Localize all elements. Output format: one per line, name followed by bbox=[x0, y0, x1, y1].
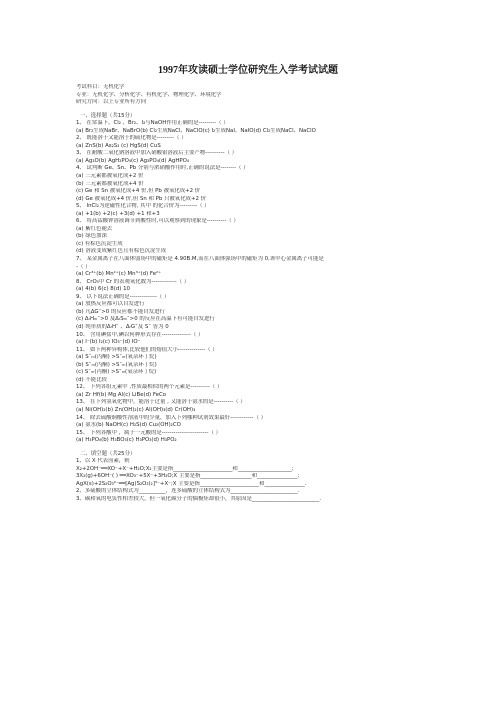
question-line: (a) I⁻(b) I₂(c) IO₃⁻(d) IO⁻ bbox=[76, 339, 141, 346]
question-line: (a) ZnS(b) As₂S₃ (c) HgS(d) CuS bbox=[76, 142, 161, 149]
question-line: 15、 下列各酸中 ，属于一元酸的是------------------------（ ） bbox=[76, 429, 221, 436]
question-line: AgX(s)+2S₂O₃²⁻══[Ag(S₂O₃)₂]³⁻+X⁻;X 主要是指______________________和_______________. bbox=[76, 480, 307, 487]
question-line: (a) H₃PO₄(b) H₃BO₃(c) H₃PO₃(d) H₃PO₂ bbox=[76, 437, 177, 444]
exam-title: 1997年攻读硕士学位研究生入学考试试题 bbox=[158, 65, 338, 76]
question-line: 2、 既能溶于又能溶于的硫化物是---------（ ） bbox=[76, 135, 187, 142]
document-body bbox=[76, 84, 476, 504]
question-line: (c) ΔᵣHₘ˚>0 及ΔᵣSₘ˚>0 的反应在高温下有可能自发进行 bbox=[76, 316, 215, 323]
question-line: 3X₂(g)+6OH⁻( ) ══XO₃⁻+5X⁻+3H₂O;X 主要是指___________________和_______________; bbox=[76, 473, 300, 480]
question-line: 2、多硫酸的立体结构式为__________，连多硫酸的立体结构式为_________________________. bbox=[76, 488, 300, 495]
question-line: (b) 三元素都被氧化成+4 价 bbox=[76, 180, 144, 187]
fill-questions bbox=[76, 458, 476, 503]
question-line: (a) Ag₂O(b) AgH₂PO₄(c) Ag₃PO₄(d) AgHPO₄ bbox=[76, 157, 190, 164]
question-line: (a) Ni(OH)₂(b) Zn(OH)₂(c) Al(OH)₃(d) Cr(OH)₃ bbox=[76, 406, 196, 413]
question-line: 4、 试判断 Ge、Sn、Pb 分别与浓硝酸作用时,正确的说法是--------（ ） bbox=[76, 165, 249, 172]
question-line: (a) Br₂生成NaBr、NaBrO(b) Cl₂生成NaCl、NaClO(c) I₂生成NaI、NaIO(d) Cl₂生成NaCl、NaClO bbox=[76, 127, 316, 134]
question-line: (a) 放热反应都可以自发进行 bbox=[76, 301, 145, 308]
question-line: (a) S˚ₘ(丙酮) >S˚ₘ(氧杂环丁烷) bbox=[76, 354, 157, 361]
question-line: (d) 溶液变成紫红色且有棕色沉淀生成 bbox=[76, 248, 167, 255]
question-line: (a) 氨水(b) NaOH(c) H₂S(d) Cu₂(OH)₂CO bbox=[76, 422, 181, 429]
question-line: (d) Ge 被氧化成+4 价,但 Sn 和 Pb 只被氧化成+2 价 bbox=[76, 195, 207, 202]
question-line: (c) 有棕色沉淀生成 bbox=[76, 240, 123, 247]
question-line: (a) +1(b) +2(c) +3(d) +1 和+3 bbox=[76, 210, 160, 217]
question-line: 1、 在常温下，Cl₂ 、Br₂、I₂与NaOH作用正确的是---------（ ） bbox=[76, 120, 229, 127]
question-line: 3、碳和氧的电负性相差较大，但一氧化碳分子的偶极矩却很小，其原因是_________________________. bbox=[76, 495, 322, 502]
choice-questions bbox=[76, 120, 476, 445]
major-line: 专业：无机化学、分析化学、有机化学、物理化学、环境化学 bbox=[76, 91, 222, 98]
question-line: 11、 如下两种异构体,比较他们的熔值大小--------------（ ） bbox=[76, 346, 218, 353]
question-line: -（ ） bbox=[76, 263, 91, 270]
question-line: 13、 在下列氢氧化物中，能溶于过量 , 又能溶于氨水的是----------（ ） bbox=[76, 399, 246, 406]
question-line: X₂+2OH⁻══XO⁻+X⁻+H₂O;X₂主要是指______________________和____________________; bbox=[76, 465, 294, 472]
question-line: (b) S˚ₘ(丙酮) >S˚ₘ(氧杂环丁烷) bbox=[76, 361, 157, 368]
question-line: (b) 绿色加深 bbox=[76, 233, 107, 240]
question-line: 12、 下列各组元素中 ,性质最相似的两个元素是----------（ ） bbox=[76, 384, 223, 391]
section-heading-choice: 一、选择题（共15分） bbox=[80, 112, 136, 119]
question-line: 10、 含用碘盐中,碘以何种形式存在---------------（ ） bbox=[76, 331, 204, 338]
research-direction-line: 研究方向：以上专业所有方向 bbox=[76, 99, 147, 106]
question-line: (d) 不能比较 bbox=[76, 376, 107, 383]
question-line: 8、 CrO₅中 Cr 的表观氧化数为-------------（ ） bbox=[76, 278, 190, 285]
question-line: 1、以 X 代表卤素，则 bbox=[76, 458, 130, 465]
question-line: (d) 纯单质的ΔᵣH˚ 、ΔᵣG˚及 S˚ 皆为 0 bbox=[76, 323, 169, 330]
question-line: 3、 在耐酸二氧化钠溶液中加入硝酸银溶液后主要产物----------（ ） bbox=[76, 150, 238, 157]
question-line: 7、 某金属离子在八面体弱场中的磁矩是 4.90B.M,而在八面体强场中的磁矩为 0,该中心金属离子可能是 bbox=[76, 256, 324, 263]
section-heading-fill: 二、填空题（共25分） bbox=[80, 450, 136, 457]
question-line: (a) Zr Hf(b) Mg Al(c) LiBe(d) FeCo bbox=[76, 391, 167, 398]
question-line: 6、 将高锰酸钾溶液调节到酸性时,可以观察到的现象是----------（ ） bbox=[76, 218, 239, 225]
question-line: (b) 凡ΔG˚>0 的反应都不能自发进行 bbox=[76, 308, 165, 315]
question-line: 14、 除去硫酸铜酸性溶液中的少量，加入下列哪种试剂效果最好------------（ ） bbox=[76, 414, 266, 421]
question-line: (c) Ge 和 Sn 被氧化成+4 价,但 Pb 被氧化成+2 价 bbox=[76, 188, 201, 195]
question-line: (a) 紫红色褪去 bbox=[76, 225, 113, 232]
question-line: (a) 三元素都被氧化成+2 价 bbox=[76, 173, 144, 180]
question-line: 5、 InCl₂为逆磁性化合物, 其中 的化合价为---------（ ） bbox=[76, 203, 210, 210]
subject-line: 考试科目：无机化学 bbox=[76, 84, 125, 90]
question-line: (a) Cr³⁺(b) Mn²⁺(c) Mn³⁺(d) Fe²⁺ bbox=[76, 271, 162, 278]
question-line: 9、 以下说法正确的是--------------（ ） bbox=[76, 293, 170, 300]
question-line: (a) 4(b) 6(c) 8(d) 10 bbox=[76, 286, 130, 293]
question-line: (c) S˚ₘ(丙酮) >S˚ₘ(氧杂环丁烷) bbox=[76, 369, 157, 376]
